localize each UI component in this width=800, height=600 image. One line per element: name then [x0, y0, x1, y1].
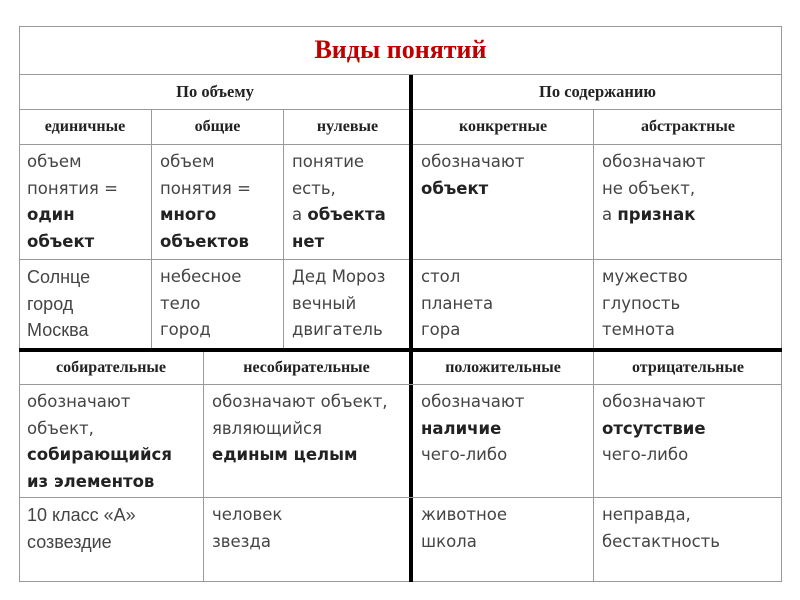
definition-line: объем	[27, 152, 82, 171]
definition-line: есть,	[292, 178, 336, 198]
definition-line: понятия =	[27, 178, 118, 198]
definition-line: не объект,	[602, 178, 696, 198]
definition-concrete	[413, 145, 593, 259]
example-line: животное	[421, 505, 508, 524]
definition-line: объект,	[27, 418, 94, 438]
example-line: Солнце	[27, 267, 91, 287]
definition-line: один	[27, 205, 75, 224]
definition-line: собирающийся	[27, 445, 172, 464]
definition-line: единым целым	[212, 445, 358, 464]
definition-line: понятие	[292, 152, 365, 171]
col-header-general: общие	[194, 118, 241, 135]
col-header-concrete: конкретные	[458, 118, 548, 135]
definition-general	[152, 145, 283, 259]
table-border-bottom	[19, 581, 782, 582]
example-line: тело	[160, 293, 201, 313]
example-line: небесное	[160, 267, 242, 286]
definition-line: чего-либо	[602, 445, 689, 464]
definition-line: а признак	[602, 205, 696, 224]
examples-noncollective	[204, 498, 409, 581]
divider	[151, 110, 152, 348]
examples-null	[284, 260, 411, 348]
example-line: двигатель	[292, 320, 383, 339]
definition-line: объем	[160, 152, 215, 171]
example-line: глупость	[602, 293, 681, 313]
col-header-abstract: абстрактные	[641, 118, 735, 135]
definition-null	[284, 145, 411, 259]
definition-line: понятия =	[160, 178, 251, 198]
definition-line: из элементов	[27, 471, 155, 491]
definition-line: отсутствие	[602, 418, 706, 438]
concept-types-table	[19, 26, 782, 582]
definition-line: а объекта	[292, 205, 386, 224]
example-line: темнота	[602, 320, 675, 339]
examples-negative	[594, 498, 782, 581]
col-header-single: единичные	[44, 118, 126, 135]
examples-single	[19, 260, 151, 348]
example-line: созвездие	[27, 531, 112, 552]
definition-line: чего-либо	[421, 445, 508, 464]
divider	[203, 352, 204, 582]
definition-line: нет	[292, 231, 325, 251]
header-volume: По объему	[176, 82, 254, 101]
definition-line: являющийся	[212, 418, 322, 438]
definition-line: наличие	[421, 418, 502, 438]
example-line: вечный	[292, 293, 357, 313]
definition-negative	[594, 385, 782, 497]
example-line: 10 класс «А»	[27, 505, 136, 525]
example-line: гора	[421, 320, 461, 339]
divider	[283, 110, 284, 348]
example-line: бестактность	[602, 531, 720, 551]
definition-line: объект	[27, 231, 95, 251]
col-header-noncollective: несобирательные	[243, 359, 370, 376]
col-header-positive: положительные	[445, 359, 561, 376]
col-header-negative: отрицательные	[632, 359, 744, 376]
example-line: школа	[421, 531, 477, 551]
examples-collective	[19, 498, 203, 581]
example-line: звезда	[212, 531, 271, 551]
example-line: Дед Мороз	[292, 267, 386, 286]
col-header-collective: собирательные	[55, 359, 166, 376]
definition-line: обозначают	[421, 152, 525, 171]
definition-line: объект	[421, 178, 489, 198]
definition-line: обозначают	[602, 392, 706, 411]
definition-single	[19, 145, 151, 259]
divider	[593, 352, 594, 582]
example-line: планета	[421, 293, 494, 313]
example-line: стол	[421, 267, 461, 286]
example-line: Москва	[27, 320, 89, 340]
definition-line: обозначают	[602, 152, 706, 171]
examples-general	[152, 260, 283, 348]
page-title: Виды понятий	[314, 35, 487, 64]
example-line: человек	[212, 505, 283, 524]
example-line: город	[160, 320, 211, 339]
definition-line: обозначают объект,	[212, 392, 388, 411]
definition-line: обозначают	[27, 392, 131, 411]
header-content: По содержанию	[539, 82, 656, 101]
examples-abstract	[594, 260, 782, 348]
example-line: неправда,	[602, 505, 691, 524]
definition-line: обозначают	[421, 392, 525, 411]
definition-line: объектов	[160, 231, 249, 251]
example-line: мужество	[602, 267, 688, 286]
example-line: город	[27, 293, 74, 314]
examples-concrete	[413, 260, 593, 348]
definition-collective	[19, 385, 203, 497]
definition-positive	[413, 385, 593, 497]
col-header-null: нулевые	[316, 118, 379, 135]
examples-positive	[413, 498, 593, 581]
definition-line: много	[160, 205, 217, 224]
definition-noncollective	[204, 385, 409, 497]
definition-abstract	[594, 145, 782, 259]
divider	[593, 110, 594, 348]
